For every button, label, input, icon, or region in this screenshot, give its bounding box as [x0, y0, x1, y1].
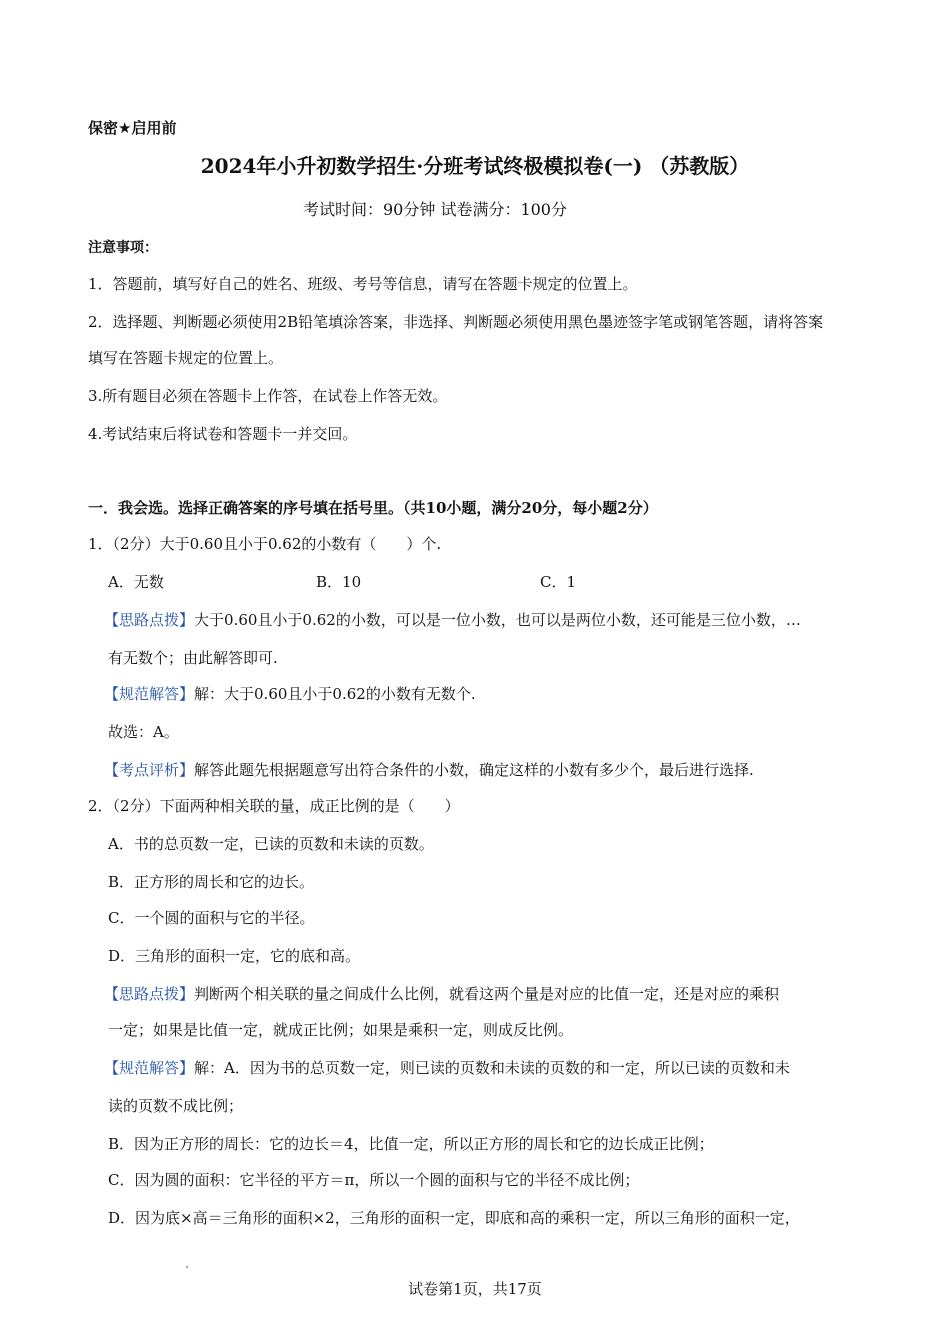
answer-text: D．因为底×高＝三角形的面积×2，三角形的面积一定，即底和高的乘积一定，所以三角形的面积一定，	[108, 1209, 800, 1227]
note-item: 2．选择题、判断题必须使用2B铅笔填涂答案，非选择、判断题必须使用黑色墨迹签字笔或钢笔答题，请将答案	[88, 313, 824, 331]
review-line	[104, 760, 754, 780]
hint-text: 有无数个；由此解答即可.	[108, 649, 278, 667]
review-text: 解答此题先根据题意写出符合条件的小数，确定这样的小数有多少个，最后进行选择.	[194, 761, 754, 779]
hint-tag: 【思路点拨】	[104, 985, 195, 1003]
hint-text: 大于0.60且小于0.62的小数，可以是一位小数，也可以是两位小数，还可能是三位小数，…	[194, 611, 801, 629]
answer-line	[104, 1058, 790, 1078]
answer-tag: 【规范解答】	[104, 1059, 195, 1077]
answer-choice: 故选：A。	[108, 723, 179, 741]
hint-text: 一定；如果是比值一定，就成正比例；如果是乘积一定，则成反比例。	[108, 1021, 574, 1039]
option-d: D．三角形的面积一定，它的底和高。	[108, 947, 361, 965]
hint-line	[104, 610, 801, 630]
option-b: B．正方形的周长和它的边长。	[108, 873, 315, 891]
answer-tag: 【规范解答】	[104, 685, 195, 703]
option-a: A．无数	[108, 573, 164, 591]
page-title: 2024年小升初数学招生·分班考试终极模拟卷(一) （苏教版）	[200, 154, 750, 178]
option-c: C．1	[540, 573, 577, 591]
exam-info: 考试时间：90分钟 试卷满分：100分	[303, 200, 567, 219]
answer-text: 解：A．因为书的总页数一定，则已读的页数和未读的页数的和一定，所以已读的页数和未	[194, 1059, 790, 1077]
hint-tag: 【思路点拨】	[104, 611, 195, 629]
answer-text: B．因为正方形的周长：它的边长＝4，比值一定，所以正方形的周长和它的边长成正比例；	[108, 1135, 714, 1153]
hint-line	[104, 984, 779, 1004]
answer-text: C．因为圆的面积：它半径的平方＝π，所以一个圆的面积与它的半径不成比例；	[108, 1171, 640, 1189]
option-c: C．一个圆的面积与它的半径。	[108, 909, 315, 927]
note-item: 1．答题前，填写好自己的姓名、班级、考号等信息，请写在答题卡规定的位置上。	[88, 275, 638, 293]
confidential-label: 保密★启用前	[88, 119, 177, 137]
answer-text: 读的页数不成比例；	[108, 1097, 244, 1115]
note-item: 4.考试结束后将试卷和答题卡一并交回。	[88, 425, 358, 443]
page-mark	[186, 1266, 188, 1268]
option-a: A．书的总页数一定，已读的页数和未读的页数。	[108, 835, 434, 853]
section-heading: 一．我会选。选择正确答案的序号填在括号里。（共10小题，满分20分，每小题2分）	[88, 499, 658, 517]
question-stem: 2．（2分）下面两种相关联的量，成正比例的是（ ）	[88, 797, 460, 815]
answer-text: 解：大于0.60且小于0.62的小数有无数个.	[194, 685, 476, 703]
notes-heading: 注意事项：	[88, 240, 158, 256]
note-item: 3.所有题目必须在答题卡上作答，在试卷上作答无效。	[88, 387, 448, 405]
answer-line	[104, 684, 476, 704]
note-item: 填写在答题卡规定的位置上。	[88, 349, 284, 367]
question-stem: 1．（2分）大于0.60且小于0.62的小数有（ ）个.	[88, 535, 442, 553]
option-b: B．10	[316, 573, 362, 591]
hint-text: 判断两个相关联的量之间成什么比例，就看这两个量是对应的比值一定，还是对应的乘积	[194, 985, 780, 1003]
review-tag: 【考点评析】	[104, 761, 195, 779]
page-footer: 试卷第1页，共17页	[408, 1280, 542, 1298]
